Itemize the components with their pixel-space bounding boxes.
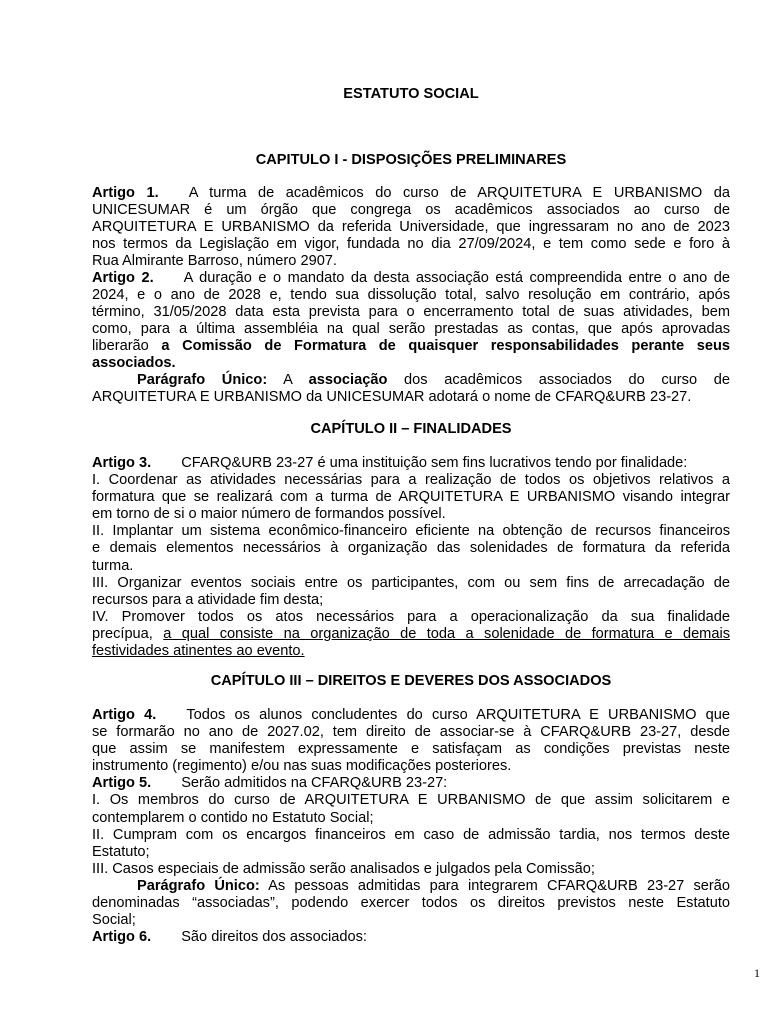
article-2-text: 2024, e o ano de 2028 e, tendo sua dissolução total, salvo resolução em contrário, após [92, 287, 730, 304]
article-1-text: nos termos da Legislação em vigor, fundada no dia 27/09/2024, e tem como sede e foro à [92, 236, 730, 253]
item-iii: III. Casos especiais de admissão serão analisados e julgados pela Comissão; [92, 860, 595, 877]
article-2-text: A duração e o mandato da desta associação está compreendida entre o ano de [183, 270, 730, 286]
article-2-text: liberarão [92, 338, 162, 355]
item-i: I. Coordenar as atividades necessárias para a realização de todos os objetivos relativos a [92, 472, 730, 489]
article-5-text: Serão admitidos na CFARQ&URB 23-27: [181, 775, 448, 792]
item-iv-underlined: a qual consiste na organização de toda a solenidade de formatura e demais [163, 625, 730, 642]
item-i: formatura que se realizará com a turma de ARQUITETURA E URBANISMO visando integrar [92, 489, 730, 506]
article-5-label: Artigo 5. [92, 775, 152, 792]
paragraph-text: As pessoas admitidas para integrarem CFARQ&URB 23-27 serão [259, 877, 730, 894]
item-i: I. Os membros do curso de ARQUITETURA E URBANISMO de que assim solicitarem e [92, 792, 730, 809]
article-1 [92, 185, 730, 270]
article-1-text: Rua Almirante Barroso, número 2907. [92, 253, 337, 270]
article-1-label: Artigo 1. [92, 185, 159, 201]
article-4 [92, 707, 730, 946]
article-6-label: Artigo 6. [92, 929, 152, 946]
article-3 [92, 455, 730, 660]
article-4-text: Todos os alunos concludentes do curso ARQUITETURA E URBANISMO que [186, 707, 730, 723]
article-3-text: CFARQ&URB 23-27 é uma instituição sem fins lucrativos tendo por finalidade: [181, 455, 688, 471]
article-3-label: Artigo 3. [92, 455, 152, 471]
article-2-label: Artigo 2. [92, 270, 154, 286]
item-ii: Estatuto; [92, 843, 150, 860]
article-1-text: UNICESUMAR é um órgão que congrega os acadêmicos associados ao curso de [92, 202, 730, 219]
article-4-label: Artigo 4. [92, 707, 157, 723]
chapter-2-heading: CAPÍTULO II – FINALIDADES [310, 421, 512, 437]
article-6-text: São direitos dos associados: [181, 929, 367, 946]
paragraph-label: Parágrafo Único: [137, 877, 260, 894]
item-ii: e demais elementos necessários à organização das solenidades de formatura da referida [92, 540, 730, 557]
article-2-bold-text: associados. [92, 355, 176, 372]
item-iv: precípua, [92, 625, 164, 642]
item-ii: II. Cumpram com os encargos financeiros em caso de admissão tardia, nos termos deste [92, 826, 730, 843]
article-1-text: ARQUITETURA E URBANISMO da referida Universidade, que ingressaram no ano de 2023 [92, 219, 730, 236]
document-title: ESTATUTO SOCIAL [343, 86, 479, 102]
item-ii: II. Implantar um sistema econômico-financeiro eficiente na obtenção de recursos financeiros [92, 523, 730, 540]
paragraph-unico-1: Parágrafo Único: A associação dos acadêmicos associados do curso de ARQUITETURA E URBANISMO da UNICESUMAR adotará o nome de CFARQ&URB 23-27. [92, 372, 730, 406]
article-4-text: instrumento (regimento) e/ou nas suas modificações posteriores. [92, 758, 512, 775]
article-4-text: que assim se manifestem expressamente e satisfaçam as condições previstas neste [92, 741, 730, 758]
page-number: 1 [754, 966, 760, 980]
article-1-text: A turma de acadêmicos do curso de ARQUITETURA E URBANISMO da [188, 185, 730, 201]
paragraph-text: Social; [92, 912, 136, 929]
article-2-bold-text: a Comissão de Formatura de quaisquer responsabilidades perante seus [161, 338, 730, 355]
paragraph-text: ARQUITETURA E URBANISMO da UNICESUMAR adotará o nome de CFARQ&URB 23-27. [92, 389, 692, 406]
item-ii: turma. [92, 557, 134, 574]
chapter-3-heading: CAPÍTULO III – DIREITOS E DEVERES DOS ASSOCIADOS [210, 673, 612, 689]
item-i: contemplarem o contido no Estatuto Social; [92, 809, 374, 826]
article-4-text: se formarão no ano de 2027.02, tem direito de associar-se à CFARQ&URB 23-27, desde [92, 724, 730, 741]
paragraph-text: denominadas “associadas”, podendo exercer todos os direitos previstos neste Estatuto [92, 895, 730, 912]
item-iv: IV. Promover todos os atos necessários para a operacionalização da sua finalidade [92, 608, 730, 625]
article-2-text: como, para a última assembléia na qual serão prestadas as contas, que após aprovadas [92, 321, 730, 338]
article-2-text: término, 31/05/2028 data esta prevista para o encerramento total de suas atividades, bem [92, 304, 730, 321]
chapter-1-heading: CAPITULO I - DISPOSIÇÕES PRELIMINARES [255, 152, 567, 168]
article-2 [92, 270, 730, 373]
item-iii: recursos para a atividade fim desta; [92, 591, 324, 608]
item-iii: III. Organizar eventos sociais entre os participantes, com ou sem fins de arrecadação de [92, 574, 730, 591]
item-iv-underlined: festividades atinentes ao evento. [92, 643, 305, 660]
paragraph-label: Parágrafo Único: [137, 372, 268, 388]
item-i: em torno de si o maior número de formandos possível. [92, 506, 446, 523]
